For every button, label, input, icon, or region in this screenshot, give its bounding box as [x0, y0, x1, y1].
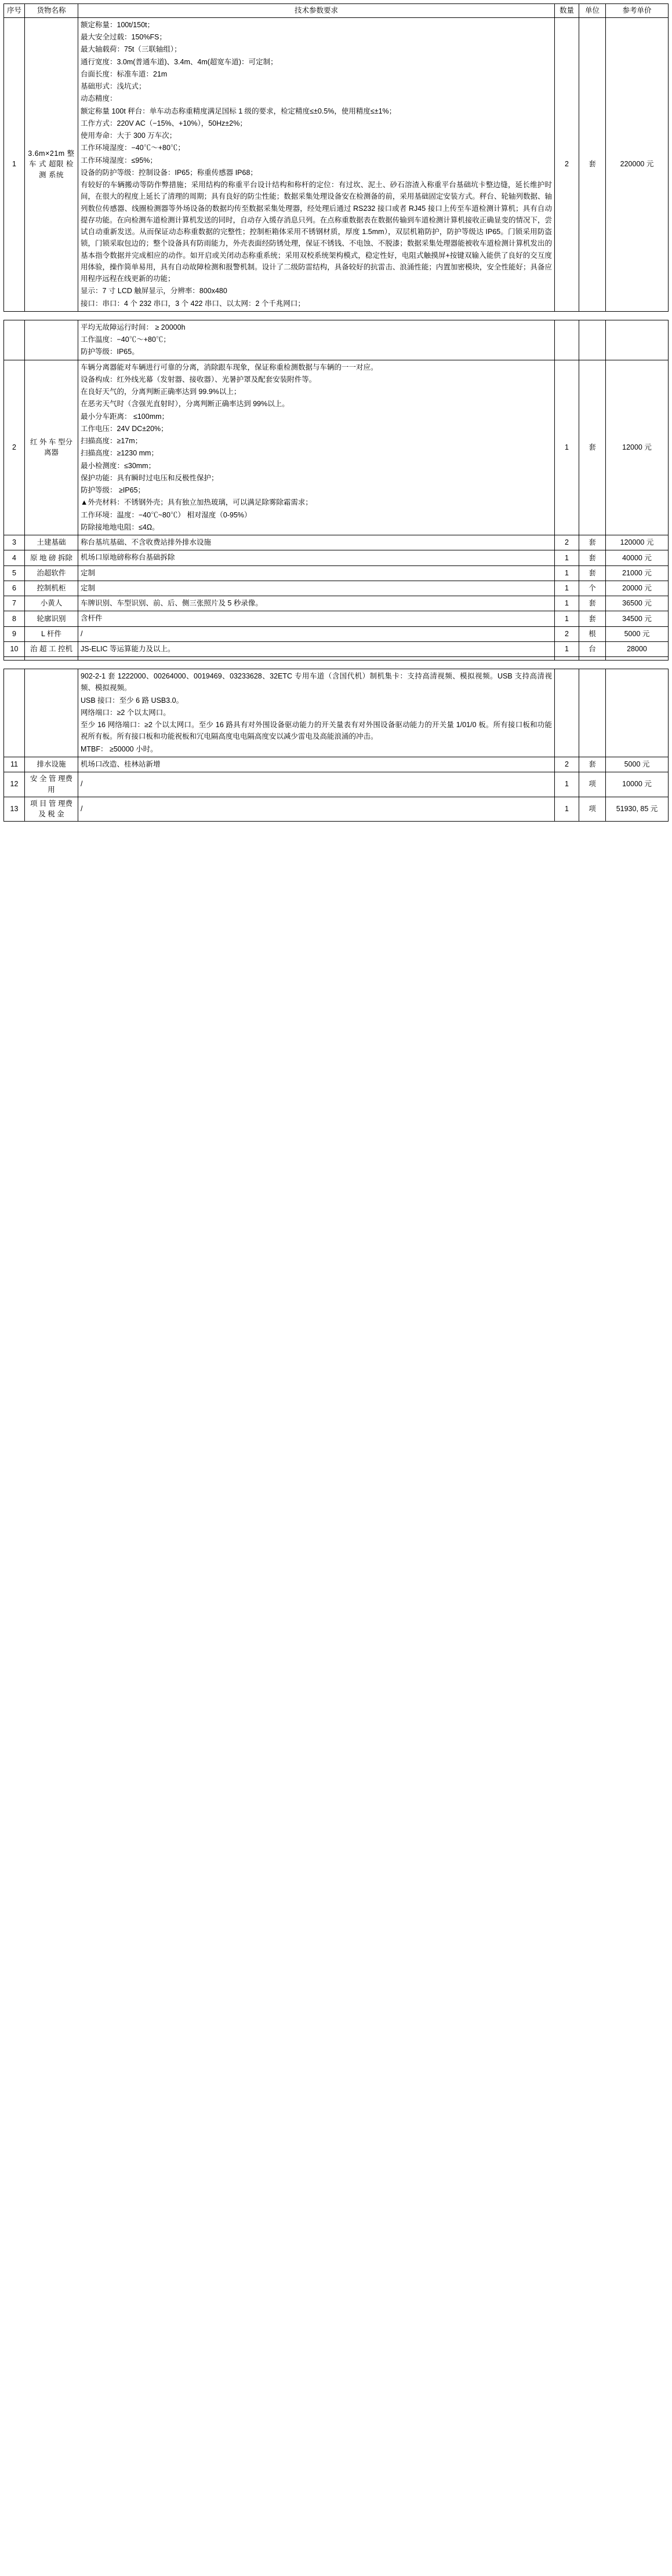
- cell-spec: [78, 17, 555, 311]
- cell-qty: 2: [555, 757, 579, 772]
- spec-line: 扫描高度：≥1230 mm；: [81, 449, 158, 458]
- cell-unit: 套: [579, 565, 606, 581]
- table-row: [4, 772, 669, 797]
- cell-spec: [78, 596, 555, 611]
- cell-seq: 7: [4, 596, 25, 611]
- spec-line: 称台基坑基础、不含收费站排外排水设施: [81, 538, 212, 546]
- spec-line: 在良好天气的，分离判断正确率达到 99.9%以上；: [81, 388, 241, 396]
- table-row: [4, 757, 669, 772]
- table-row: [4, 611, 669, 626]
- spec-table-part-2: [3, 320, 669, 661]
- cell-price: 120000 元: [606, 535, 669, 550]
- cell-price: 20000 元: [606, 581, 669, 596]
- table-row: [4, 565, 669, 581]
- cell-name-empty: [25, 669, 78, 757]
- cell-qty: 1: [555, 360, 579, 535]
- cell-spec: [78, 535, 555, 550]
- cell-unit: 根: [579, 626, 606, 641]
- cell-unit: [579, 657, 606, 661]
- cell-name: 治 超 工 控机: [25, 641, 78, 656]
- spec-line: 车牌识别、车型识别、前、后、侧三张照片及 5 秒录像。: [81, 599, 263, 607]
- cell-unit: 项: [579, 797, 606, 822]
- spec-line: 保护功能：具有瞬时过电压和反极性保护；: [81, 473, 219, 482]
- cell-qty: 2: [555, 626, 579, 641]
- header-unit: 单位: [579, 4, 606, 18]
- spec-line: 台面长度：标准车道：21m: [81, 70, 168, 78]
- cell-qty-empty: [555, 669, 579, 757]
- cell-name: 控制机柜: [25, 581, 78, 596]
- cell-unit: 套: [579, 611, 606, 626]
- spec-line: 工作温度：−40℃～+80℃；: [81, 335, 170, 344]
- cell-spec: [78, 757, 555, 772]
- spec-line: 防除接地地电阻：≤4Ω。: [81, 523, 159, 531]
- cell-qty: 2: [555, 17, 579, 311]
- cell-spec: [78, 550, 555, 565]
- page-break-gap-2: [3, 661, 669, 669]
- table-row: [4, 581, 669, 596]
- spec-line: 机场口改造、桂林站新增: [81, 760, 161, 768]
- table-row: [4, 657, 669, 661]
- spec-line: 扫描高度：≥17m；: [81, 437, 143, 445]
- spec-line: 动态精度：: [81, 94, 117, 103]
- cell-seq: 13: [4, 797, 25, 822]
- cell-unit: 项: [579, 772, 606, 797]
- cell-spec: [78, 797, 555, 822]
- table-row: [4, 535, 669, 550]
- cell-name: 治超软件: [25, 565, 78, 581]
- spec-line: 工作方式：220V AC（−15%、+10%），50Hz±2%；: [81, 119, 247, 127]
- header-name: 货物名称: [25, 4, 78, 18]
- cell-seq: 5: [4, 565, 25, 581]
- spec-line: 最小分车距离： ≤100mm；: [81, 412, 169, 421]
- cell-qty: 1: [555, 596, 579, 611]
- spec-line: 最大安全过载：150%FS；: [81, 33, 166, 41]
- table-row: [4, 596, 669, 611]
- cell-unit: 套: [579, 550, 606, 565]
- cell-spec: [78, 581, 555, 596]
- cell-name: 安 全 管 理费用: [25, 772, 78, 797]
- cell-price: 5000 元: [606, 626, 669, 641]
- table-row: [4, 797, 669, 822]
- cell-seq: 6: [4, 581, 25, 596]
- cell-price: 40000 元: [606, 550, 669, 565]
- cell-name: 排水设施: [25, 757, 78, 772]
- cell-qty: 1: [555, 565, 579, 581]
- spec-line: /: [81, 804, 83, 813]
- spec-line: 机场口原地磅称称台基础拆除: [81, 553, 175, 562]
- spec-line: 显示：7 寸 LCD 触屏显示，分辨率：800x480: [81, 287, 227, 295]
- cell-spec: [78, 626, 555, 641]
- table-row: [4, 641, 669, 656]
- cell-price: 220000 元: [606, 17, 669, 311]
- cell-unit: 套: [579, 596, 606, 611]
- cell-qty-empty: [555, 320, 579, 360]
- cell-seq: 10: [4, 641, 25, 656]
- table-row-continuation: [4, 320, 669, 360]
- cell-price: 5000 元: [606, 757, 669, 772]
- cell-price: 28000: [606, 641, 669, 656]
- cell-spec: [78, 669, 555, 757]
- spec-line: /: [81, 780, 83, 789]
- spec-line: 接口：串口：4 个 232 串口，3 个 422 串口、以太网：2 个千兆网口；: [81, 299, 305, 308]
- spec-line: 基础形式：浅坑式；: [81, 82, 146, 90]
- spec-line: 至少 16 网络端口：≥2 个以太网口。至少 16 路具有对外围设备驱动能力的开关量表有对外围设备驱动能力的开关量 1/01/0 板。所有接口板和功能祝所有板。所有接口板和功能祝板和冗电隔高度电电隔高度安以减少雷电及高能浪涌的冲击。: [81, 721, 552, 741]
- cell-price-empty: [606, 669, 669, 757]
- cell-name: 原 地 磅 拆除: [25, 550, 78, 565]
- header-seq: 序号: [4, 4, 25, 18]
- spec-line: 额定称量：100t/150t；: [81, 20, 155, 29]
- cell-spec: [78, 360, 555, 535]
- cell-spec: [78, 657, 555, 661]
- cell-seq-empty: [4, 669, 25, 757]
- cell-name: 红 外 车 型分离器: [25, 360, 78, 535]
- cell-price-empty: [606, 320, 669, 360]
- cell-seq-empty: [4, 320, 25, 360]
- spec-line: MTBF： ≥50000 小时。: [81, 745, 158, 753]
- table-header-row: [4, 4, 669, 18]
- cell-seq: [4, 657, 25, 661]
- document-page: [0, 0, 672, 822]
- spec-line: 额定称量 100t 秤台：单车动态称重精度满足国标 1 级的要求，检定精度≤±0.5%，使用精度≤±1%；: [81, 107, 397, 115]
- header-spec: 技术参数要求: [78, 4, 555, 18]
- spec-line: JS-ELIC 等运算能力及以上。: [81, 644, 175, 653]
- cell-seq: 11: [4, 757, 25, 772]
- spec-line: 定制: [81, 583, 96, 592]
- cell-spec: [78, 320, 555, 360]
- cell-unit: 套: [579, 360, 606, 535]
- cell-price: [606, 657, 669, 661]
- cell-qty: 1: [555, 772, 579, 797]
- cell-name-empty: [25, 320, 78, 360]
- cell-qty: 1: [555, 797, 579, 822]
- cell-qty: 1: [555, 611, 579, 626]
- cell-price: 34500 元: [606, 611, 669, 626]
- spec-table-part-3: [3, 669, 669, 822]
- cell-price: 12000 元: [606, 360, 669, 535]
- cell-price: 51930, 85 元: [606, 797, 669, 822]
- spec-line: 工作环境：温度：−40℃~80℃） 相对湿度（0-95%）: [81, 510, 252, 519]
- cell-seq: 1: [4, 17, 25, 311]
- spec-line: 平均无故障运行时间： ≥ 20000h: [81, 323, 186, 331]
- cell-unit-empty: [579, 320, 606, 360]
- spec-line: 设备的防护等级：控制设备：IP65；称重传感器 IP68；: [81, 168, 257, 177]
- cell-qty: 1: [555, 581, 579, 596]
- table-row: [4, 550, 669, 565]
- cell-name: 土建基础: [25, 535, 78, 550]
- spec-line: 使用寿命：大于 300 万车次；: [81, 132, 177, 140]
- cell-name: [25, 657, 78, 661]
- table-row: [4, 626, 669, 641]
- page-break-gap-1: [3, 312, 669, 320]
- cell-unit: 台: [579, 641, 606, 656]
- spec-line: 车辆分离器能对车辆进行可靠的分离，消除跟车现象，保证称重检测数据与车辆的一一对应。: [81, 363, 378, 371]
- cell-name: 项 目 管 理费 及 税 金: [25, 797, 78, 822]
- spec-line: 工作电压：24V DC±20%；: [81, 424, 168, 433]
- table-row: [4, 360, 669, 535]
- spec-line: 902-2-1 套 1222000、00264000、0019469、03233628、32ETC 专用车道（含国代机）制机集卡：支持高清视频、模拟视频。USB 支持高清视频、模拟视频。: [81, 672, 552, 692]
- spec-line: /: [81, 629, 83, 638]
- cell-seq: 4: [4, 550, 25, 565]
- cell-unit-empty: [579, 669, 606, 757]
- cell-unit: 个: [579, 581, 606, 596]
- spec-line: USB 接口：至少 6 路 USB3.0。: [81, 696, 184, 705]
- cell-spec: [78, 772, 555, 797]
- cell-seq: 3: [4, 535, 25, 550]
- cell-name: 3.6m×21m 整 车 式 超限 检 测 系统: [25, 17, 78, 311]
- cell-name: L 杆件: [25, 626, 78, 641]
- cell-name: 轮廓识别: [25, 611, 78, 626]
- cell-qty: [555, 657, 579, 661]
- cell-seq: 8: [4, 611, 25, 626]
- spec-line: 防护等级：IP65。: [81, 348, 139, 356]
- cell-seq: 12: [4, 772, 25, 797]
- spec-line: 工作环境湿度：−40℃～+80℃；: [81, 144, 185, 152]
- cell-spec: [78, 611, 555, 626]
- spec-table-part-1: [3, 3, 669, 312]
- header-price: 参考单价: [606, 4, 669, 18]
- cell-unit: 套: [579, 17, 606, 311]
- spec-line: 有较好的车辆搬动等防作弊措施；采用结构的称重平台设计结构和称杆的定位：有过坎、泥土、砂石溶渣入称重平台基础坑卡整边缝，延长维护时间，在很大的程度上延长了清理的周期；具有良好的防尘性能；数据采集处理设备安在检测备的前，采用基础固定安装方式。秤台、轮轴列数据、轴列数位传感器、线圈检测器等外场设备的数据均传至数据采集处理器，经处理后通过 RS232 接口或者 RJ45 接口上传至车道检测计算机；具有自动提存功能。在向检测车道检测计算机发送的同时，自动存入缓存消息只列。在点称重数据表在数据传输到车道检测计算机接收正确显变的情况下，尝试自动重新发送。从而保证动态称重数据的完整性；控制柜箱体采用不锈钢材质，厚度 1.5mm），双层机箱防护，防护等级达 IP65。门锁采用防盗锁，门锁采取包边的；整个设备具有防雨能力，外壳表面经防锈处理，保证不锈钱、不电蚀、不脱漆；数据采集处理器能被收车道检测计算机发出的基本指令数据并完成相应的动作。如开启或关闭动态称重系统；采用双校系统架构模式，稳定性好，电阻式触摸屏+按键双输入能供了良好的交互度用体验，操作简单易用，具有自动故障检测和报警机制。设计了二级防雷结构，具备较好的抗雷击、浪涌性能；内置加密模块，安全性能好；具备应用程序远程在线更新的功能；: [81, 181, 552, 283]
- table-row: [4, 17, 669, 311]
- cell-name: 小黄人: [25, 596, 78, 611]
- cell-price: 21000 元: [606, 565, 669, 581]
- spec-line: ▲外壳材料：不锈钢外壳；具有独立加热玻璃，可以满足除雾除霜需求；: [81, 498, 313, 507]
- cell-seq: 2: [4, 360, 25, 535]
- header-qty: 数量: [555, 4, 579, 18]
- spec-line: 工作环境湿度：≤95%；: [81, 156, 157, 165]
- spec-line: 含杆件: [81, 614, 103, 623]
- cell-qty: 2: [555, 535, 579, 550]
- cell-seq: 9: [4, 626, 25, 641]
- spec-line: 最小检测度：≤30mm；: [81, 461, 156, 470]
- cell-unit: 套: [579, 757, 606, 772]
- spec-line: 定制: [81, 568, 96, 577]
- spec-line: 防护等级： ≥IP65；: [81, 486, 146, 494]
- table-row-continuation: [4, 669, 669, 757]
- cell-qty: 1: [555, 641, 579, 656]
- cell-price: 36500 元: [606, 596, 669, 611]
- spec-line: 在恶劣天气时（含强光直射时），分离判断正确率达到 99%以上。: [81, 400, 289, 408]
- cell-spec: [78, 565, 555, 581]
- spec-line: 设备构成：红外线光幕（发射器、接收器）、光暑护罩及配套安装附件等。: [81, 375, 317, 384]
- cell-price: 10000 元: [606, 772, 669, 797]
- cell-unit: 套: [579, 535, 606, 550]
- spec-line: 最大轴载荷：75t（三联轴组）；: [81, 45, 181, 54]
- cell-spec: [78, 641, 555, 656]
- cell-qty: 1: [555, 550, 579, 565]
- spec-line: 网络端口：≥2 个以太网口。: [81, 708, 170, 717]
- spec-line: 通行宽度：3.0m(普通车道)、3.4m、4m(超宽车道)：可定制；: [81, 57, 278, 66]
